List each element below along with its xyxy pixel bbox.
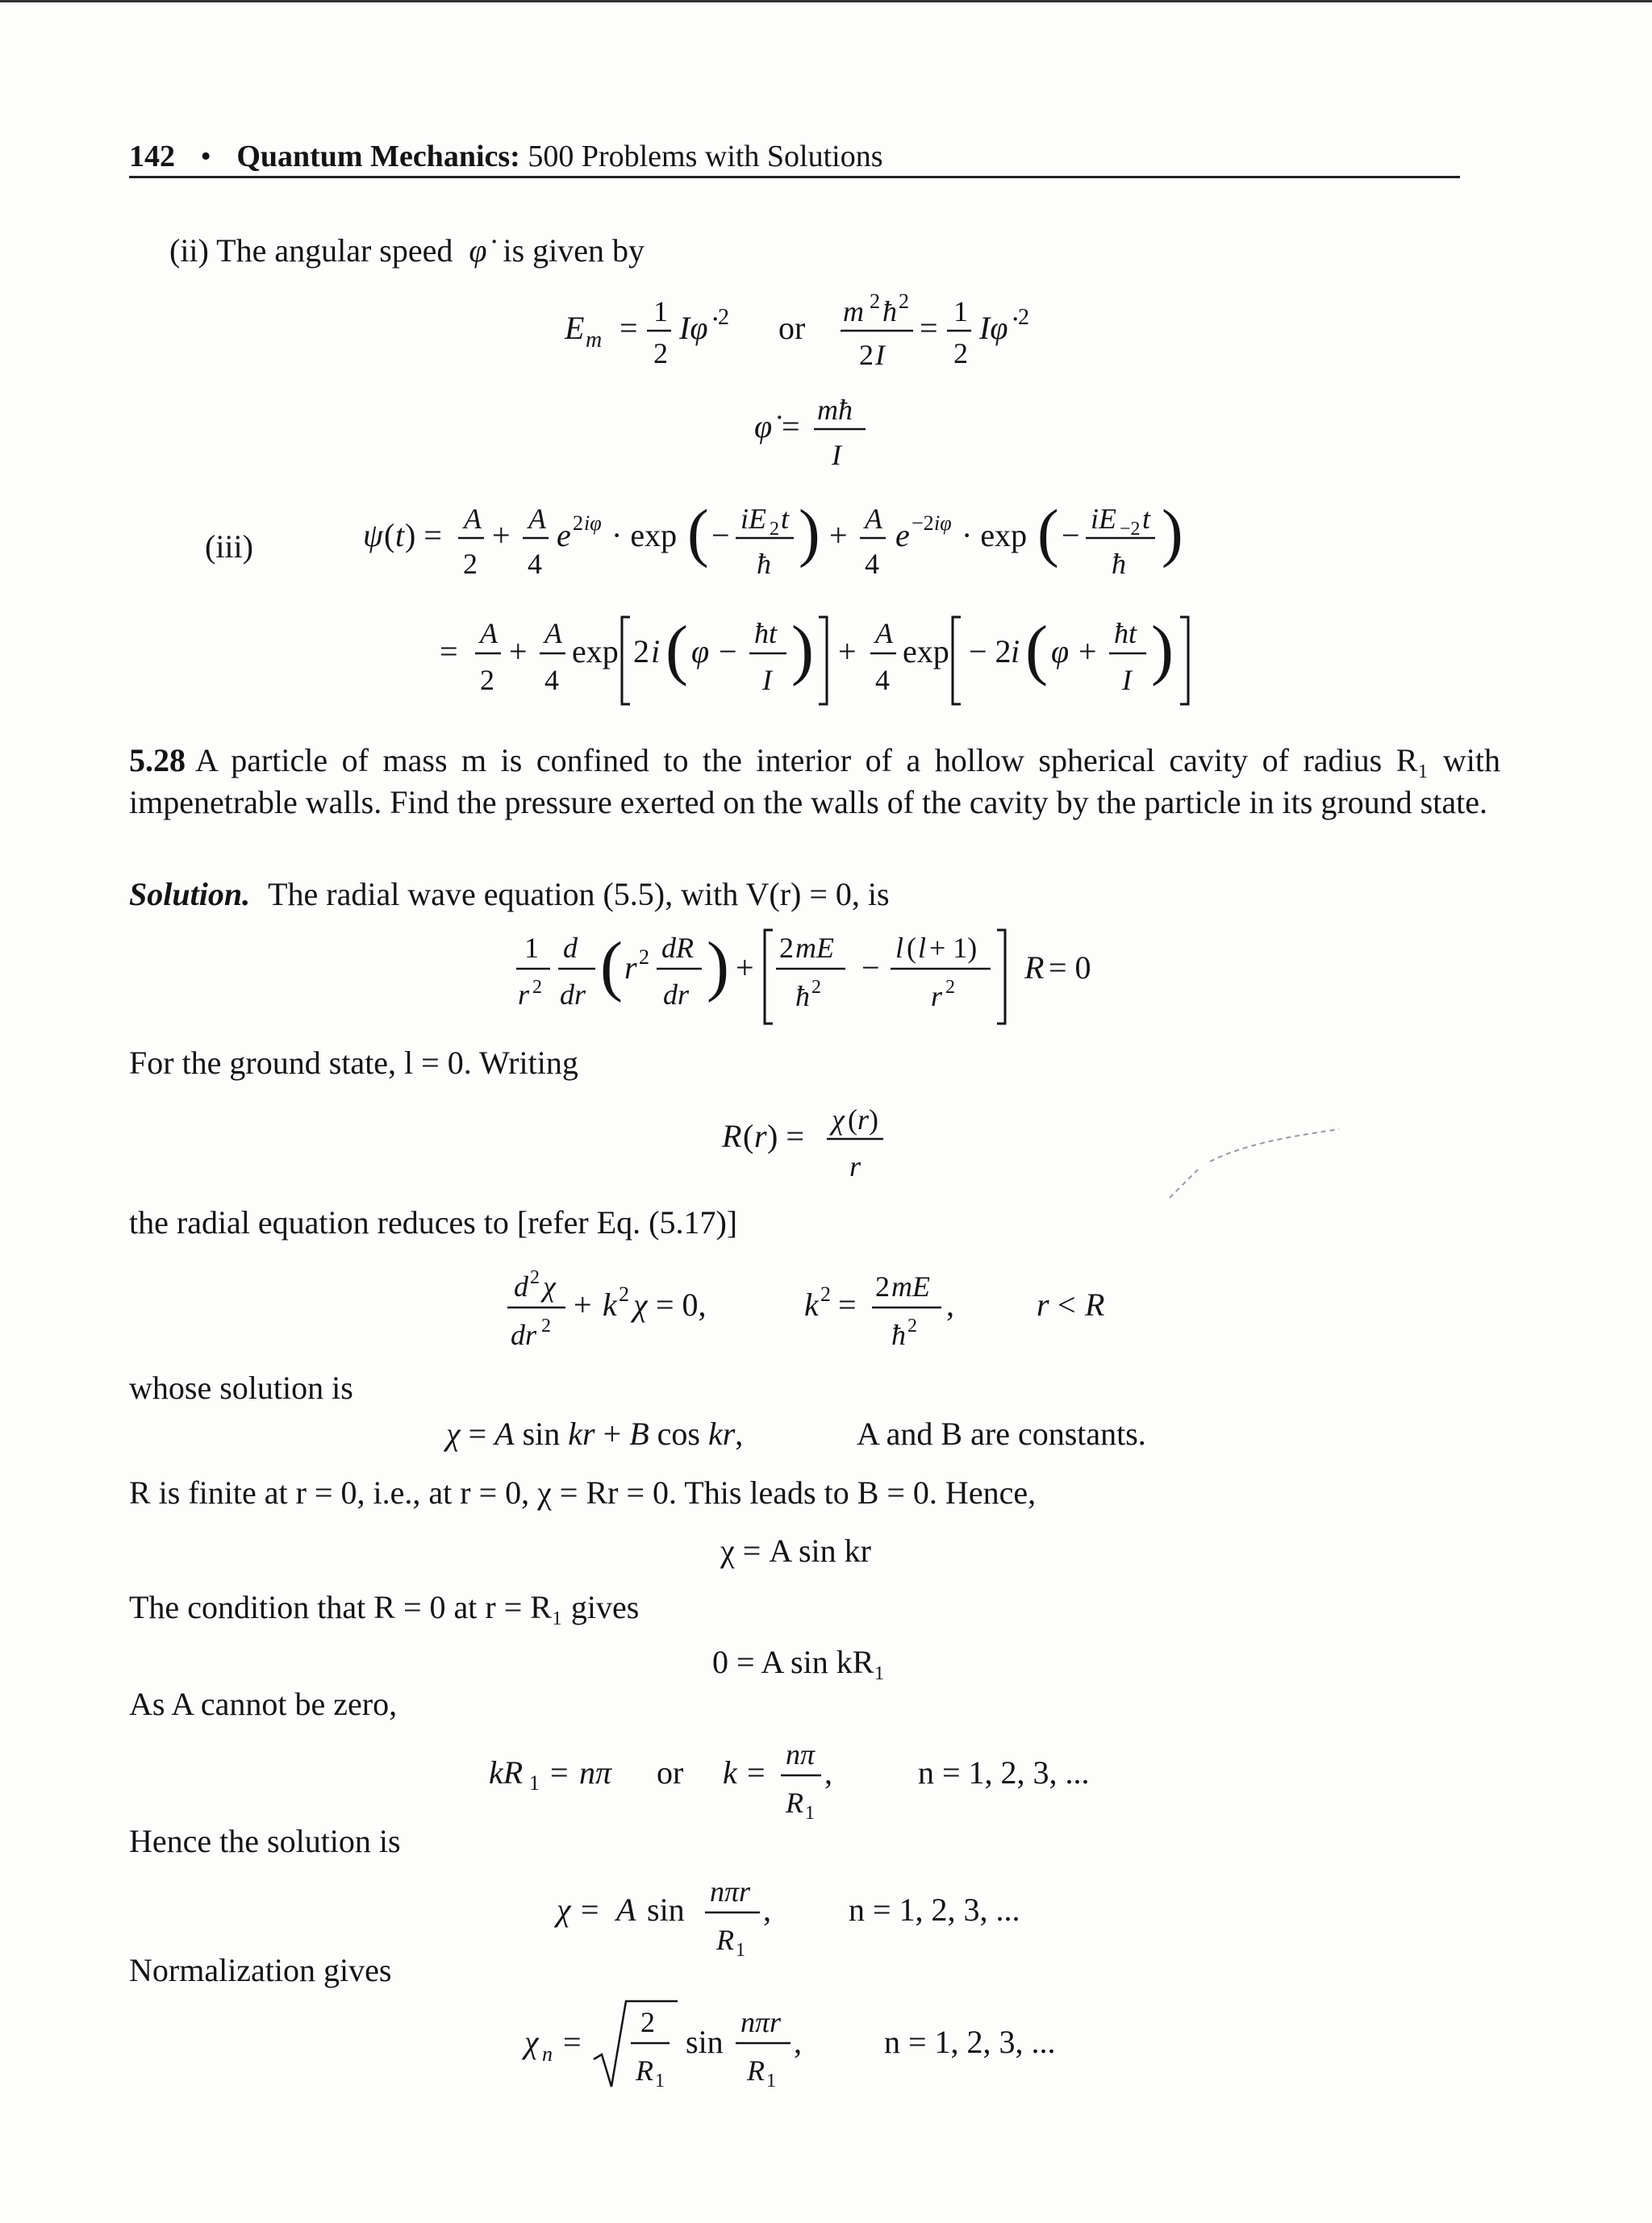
svg-text:(: ( <box>907 932 916 964</box>
svg-text:nπr: nπr <box>710 1875 751 1908</box>
svg-text:· exp: · exp <box>611 517 678 553</box>
svg-text:2: 2 <box>640 2006 655 2038</box>
svg-text:−: − <box>711 517 730 553</box>
svg-text:2: 2 <box>953 337 968 369</box>
svg-text:2: 2 <box>870 290 880 313</box>
psi-t-equation-line-2 <box>440 609 1262 714</box>
svg-text:1: 1 <box>953 295 968 327</box>
svg-text:−: − <box>719 633 737 669</box>
svg-text:ħt: ħt <box>754 617 778 649</box>
svg-text:r: r <box>624 949 637 986</box>
svg-text:=: = <box>920 310 938 346</box>
svg-text:(: ( <box>384 517 395 553</box>
svg-text:φ: φ <box>691 633 710 669</box>
svg-text:dR: dR <box>661 932 694 964</box>
svg-text:r: r <box>857 1103 870 1136</box>
svg-text:dr: dr <box>560 978 586 1011</box>
stray-pencil-mark <box>1162 1121 1355 1210</box>
substitution-equation <box>722 1097 916 1194</box>
general-solution-line: χ = A sin kr + B cos kr, <box>446 1416 744 1452</box>
page-number: 142 <box>129 140 175 173</box>
svg-text:2: 2 <box>907 1316 917 1337</box>
svg-text:k: k <box>723 1754 737 1791</box>
svg-text:<: < <box>1058 1287 1076 1323</box>
a-nonzero-line: As A cannot be zero, <box>129 1686 398 1722</box>
ground-state-line: For the ground state, l = 0. Writing <box>129 1045 578 1081</box>
running-header <box>129 139 883 174</box>
part-ii-text-2: is given by <box>503 232 645 269</box>
svg-text:(: ( <box>743 1118 754 1154</box>
reduces-line: the radial equation reduces to [refer Eq. (5.17)] <box>129 1204 738 1241</box>
svg-text:A: A <box>875 617 893 649</box>
svg-text:2: 2 <box>945 977 955 998</box>
svg-text:2: 2 <box>480 664 494 696</box>
svg-text:e: e <box>895 517 910 553</box>
svg-text:ψ: ψ <box>363 517 383 553</box>
problem-text: A particle of mass m is confined to the interior of a hollow spherical cavity of radius R₁ with impenetrable walls. Find the pressure exerted on the walls of the cavity by the particle in its ground state. <box>129 742 1500 820</box>
svg-text:+: + <box>492 517 511 553</box>
svg-text:A: A <box>865 503 882 535</box>
svg-text:+: + <box>1078 633 1097 669</box>
svg-text:1: 1 <box>524 932 539 964</box>
part-iii-label: (iii) <box>205 528 253 565</box>
svg-text:i: i <box>1011 633 1020 669</box>
svg-text:R: R <box>636 2054 653 2087</box>
svg-text:r: r <box>849 1150 861 1182</box>
psi-t-equation-line-1 <box>363 496 1250 593</box>
svg-text:i: i <box>651 633 661 669</box>
svg-text:−2: −2 <box>912 511 934 535</box>
svg-text:=: = <box>440 633 458 669</box>
svg-text:+: + <box>574 1287 592 1323</box>
solution-intro-text: The radial wave equation (5.5), with V(r) = 0, is <box>268 876 890 912</box>
svg-text:· exp: · exp <box>962 517 1028 553</box>
svg-text:=: = <box>581 1891 599 1928</box>
svg-text:(: ( <box>848 1103 857 1136</box>
svg-text:= 0,: = 0, <box>656 1287 707 1323</box>
svg-text:r: r <box>1037 1287 1049 1323</box>
header-bullet: • <box>200 140 211 173</box>
svg-text:mħ: mħ <box>817 394 853 426</box>
svg-text:m: m <box>843 295 864 327</box>
svg-text:dr: dr <box>511 1319 537 1351</box>
svg-text:A: A <box>616 1891 636 1928</box>
svg-text:2: 2 <box>530 1267 540 1288</box>
svg-text:) =: ) = <box>405 517 442 553</box>
boundary-condition-line: The condition that R = 0 at r = R₁ gives <box>129 1589 640 1625</box>
svg-text:ħt: ħt <box>1114 617 1137 649</box>
svg-text:=: = <box>620 310 638 346</box>
svg-text:2: 2 <box>820 1282 831 1306</box>
svg-text:Iφ̇: Iφ̇ <box>979 310 1008 346</box>
svg-text:nπ: nπ <box>579 1754 612 1791</box>
solution-label: Solution. <box>129 876 251 912</box>
svg-text:sin: sin <box>686 2024 724 2060</box>
svg-text:2: 2 <box>811 977 821 998</box>
svg-text:2: 2 <box>619 1282 629 1306</box>
svg-text:+ 1): + 1) <box>929 932 978 964</box>
svg-text:+: + <box>829 517 848 553</box>
svg-text:χ: χ <box>832 1103 845 1136</box>
svg-text:l: l <box>895 932 904 964</box>
svg-text:nπ: nπ <box>786 1738 816 1770</box>
svg-text:1: 1 <box>653 295 668 327</box>
svg-text:1: 1 <box>766 2071 776 2092</box>
svg-text:mE: mE <box>795 932 834 964</box>
svg-text:=: = <box>782 408 800 444</box>
svg-text:ħ: ħ <box>1112 548 1126 580</box>
svg-text:1: 1 <box>655 2071 665 2092</box>
svg-text:mE: mE <box>891 1270 930 1303</box>
svg-text:−2: −2 <box>1120 519 1141 540</box>
n-values-3: n = 1, 2, 3, ... <box>884 2024 1056 2060</box>
svg-text:): ) <box>791 612 814 687</box>
svg-text:e: e <box>557 517 571 553</box>
svg-text:ħ: ħ <box>891 1319 906 1351</box>
svg-text:=: = <box>838 1287 857 1323</box>
svg-text:φ: φ <box>1051 633 1070 669</box>
svg-text:): ) <box>707 928 729 1003</box>
svg-text:(: ( <box>600 928 623 1003</box>
svg-text:χ: χ <box>543 1270 556 1303</box>
svg-text:,: , <box>763 1891 771 1928</box>
svg-text:4: 4 <box>528 548 542 580</box>
constants-note: A and B are constants. <box>857 1416 1146 1452</box>
svg-text:2: 2 <box>779 932 794 964</box>
svg-text:): ) <box>799 498 820 569</box>
svg-text:(: ( <box>1025 612 1048 687</box>
phi-dot-symbol: φ̇ <box>469 232 487 269</box>
book-title: Quantum Mechanics: <box>236 140 520 173</box>
svg-text:) =: ) = <box>767 1118 804 1154</box>
svg-text:2: 2 <box>859 339 874 371</box>
reduced-radial-equation <box>504 1262 1149 1363</box>
svg-text:+: + <box>736 949 754 986</box>
n-values-1: n = 1, 2, 3, ... <box>918 1754 1090 1791</box>
svg-text:4: 4 <box>544 664 559 696</box>
svg-text:t: t <box>781 503 790 535</box>
svg-text:1: 1 <box>529 1771 540 1795</box>
svg-text:,: , <box>824 1754 832 1791</box>
svg-text:1: 1 <box>805 1803 815 1824</box>
svg-text:A: A <box>464 503 482 535</box>
svg-text:= 0: = 0 <box>1049 949 1091 986</box>
finite-condition-line: R is finite at r = 0, i.e., at r = 0, χ = Rr = 0. This leads to B = 0. Hence, <box>129 1474 1037 1511</box>
svg-text:+: + <box>509 633 528 669</box>
svg-text:,: , <box>946 1287 954 1323</box>
zero-equation: 0 = A sin kR₁ <box>712 1644 886 1680</box>
svg-text:2: 2 <box>532 977 542 998</box>
svg-text:(: ( <box>1037 498 1059 569</box>
problem-statement <box>129 740 1500 824</box>
svg-text:): ) <box>1162 498 1183 569</box>
svg-text:exp: exp <box>903 633 949 669</box>
part-ii-text-1: The angular speed <box>216 232 453 269</box>
svg-text:r: r <box>754 1118 767 1154</box>
svg-text:R: R <box>786 1787 803 1819</box>
quantization-equation <box>489 1730 1134 1831</box>
svg-text:I: I <box>762 664 772 696</box>
svg-text:nπr: nπr <box>740 2006 782 2038</box>
part-ii-line <box>169 230 645 272</box>
svg-text:k: k <box>603 1287 617 1323</box>
energy-equation <box>565 290 1089 379</box>
svg-text:I: I <box>875 339 885 371</box>
svg-text:2: 2 <box>770 519 779 540</box>
svg-text:A: A <box>480 617 498 649</box>
svg-text:2: 2 <box>653 337 668 369</box>
svg-text:1: 1 <box>736 1940 745 1961</box>
svg-text:χ: χ <box>557 1891 571 1928</box>
svg-text:ħ: ħ <box>757 548 771 580</box>
book-subtitle: 500 Problems with Solutions <box>528 140 883 173</box>
svg-text:R: R <box>722 1118 742 1154</box>
svg-text:iφ: iφ <box>584 511 602 535</box>
svg-text:2: 2 <box>573 511 583 535</box>
svg-text:2: 2 <box>899 290 909 313</box>
svg-text:φ̇: φ̇ <box>754 408 773 444</box>
svg-text:=: = <box>747 1754 766 1791</box>
svg-text:t: t <box>395 517 405 553</box>
svg-text:− 2: − 2 <box>969 633 1012 669</box>
solution-equation <box>557 1867 1105 1968</box>
svg-text:2: 2 <box>639 945 649 969</box>
svg-text:r: r <box>518 978 530 1011</box>
whose-solution-line: whose solution is <box>129 1370 353 1406</box>
svg-text:R: R <box>1024 949 1045 986</box>
svg-text:χ: χ <box>524 2024 539 2060</box>
svg-text:R: R <box>716 1924 734 1956</box>
n-values-2: n = 1, 2, 3, ... <box>849 1891 1020 1928</box>
svg-text:Iφ̇: Iφ̇ <box>679 310 708 346</box>
or-word: or <box>778 310 806 346</box>
svg-text:E: E <box>565 310 585 346</box>
svg-text:A: A <box>528 503 546 535</box>
svg-text:kR: kR <box>489 1754 524 1791</box>
svg-text:): ) <box>869 1103 878 1136</box>
svg-text:=: = <box>563 2024 582 2060</box>
svg-text:d: d <box>563 932 578 964</box>
svg-text:4: 4 <box>865 548 879 580</box>
problem-number: 5.28 <box>129 742 186 778</box>
svg-text:l: l <box>918 932 927 964</box>
svg-text:iφ: iφ <box>934 511 952 535</box>
svg-text:2: 2 <box>463 548 478 580</box>
svg-text:iE: iE <box>1091 503 1116 535</box>
solution-intro-line <box>129 874 890 915</box>
svg-text:k: k <box>804 1287 819 1323</box>
svg-text:ħ: ħ <box>795 980 810 1012</box>
svg-text:R: R <box>1085 1287 1105 1323</box>
svg-text:(: ( <box>665 612 688 687</box>
svg-text:2: 2 <box>718 305 729 330</box>
svg-text:R: R <box>747 2054 765 2087</box>
svg-text:2: 2 <box>633 633 649 669</box>
radial-wave-equation <box>516 924 1129 1028</box>
phi-dot-equation <box>754 387 883 476</box>
svg-text:−: − <box>1062 517 1080 553</box>
svg-text:I: I <box>832 439 841 471</box>
svg-text:2: 2 <box>875 1270 890 1303</box>
hence-line: Hence the solution is <box>129 1823 401 1859</box>
svg-text:sin: sin <box>647 1891 685 1928</box>
svg-text:2: 2 <box>541 1316 551 1337</box>
svg-text:iE: iE <box>740 503 766 535</box>
svg-text:A: A <box>544 617 562 649</box>
svg-text:exp: exp <box>572 633 619 669</box>
top-edge-rule <box>0 0 1652 2</box>
normalized-solution-equation <box>524 1996 1129 2101</box>
svg-text:,: , <box>794 2024 802 2060</box>
svg-text:dr: dr <box>663 978 690 1011</box>
svg-text:+: + <box>838 633 857 669</box>
svg-text:or: or <box>657 1754 684 1791</box>
header-rule <box>129 176 1460 178</box>
svg-text:=: = <box>550 1754 569 1791</box>
svg-text:χ: χ <box>633 1287 648 1323</box>
svg-text:2: 2 <box>1018 305 1029 330</box>
svg-text:(: ( <box>687 498 709 569</box>
svg-text:I: I <box>1122 664 1132 696</box>
part-ii-label: (ii) <box>169 232 209 269</box>
svg-text:4: 4 <box>875 664 890 696</box>
svg-text:n: n <box>542 2042 553 2066</box>
svg-text:t: t <box>1142 503 1151 535</box>
chi-simple-equation: χ = A sin kr <box>720 1533 871 1569</box>
svg-text:ħ: ħ <box>882 295 897 327</box>
svg-text:m: m <box>586 327 603 352</box>
svg-text:d: d <box>514 1270 528 1303</box>
svg-text:r: r <box>931 980 943 1012</box>
normalization-line: Normalization gives <box>129 1952 392 1988</box>
svg-text:−: − <box>861 949 880 986</box>
svg-text:): ) <box>1151 612 1174 687</box>
